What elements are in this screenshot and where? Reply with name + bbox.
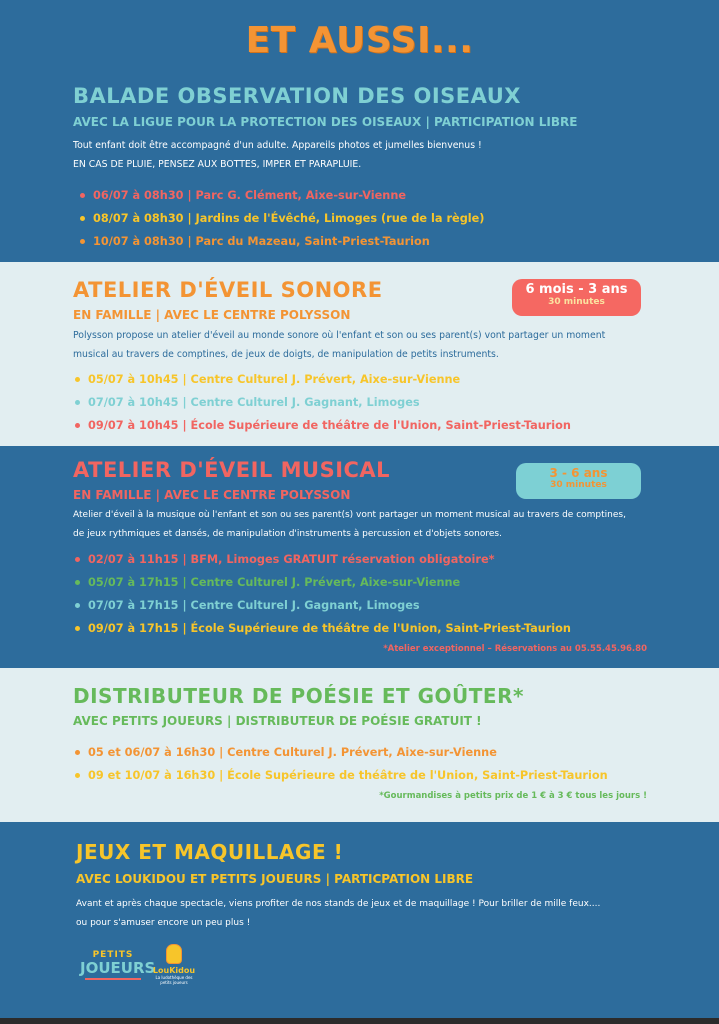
item-text: 10/07 à 08h30 | Parc du Mazeau, Saint-Priest-Taurion [93, 235, 430, 248]
bullet-icon [75, 557, 80, 562]
logo-text: JOUEURS [80, 959, 156, 977]
description-line: de jeux rythmiques et dansés, de manipulation d'instruments à percussion et d'objets sonores. [73, 529, 502, 539]
bullet-icon [80, 193, 85, 198]
description-line: Tout enfant doit être accompagné d'un adulte. Appareils photos et jumelles bienvenus ! [73, 140, 482, 151]
list-item [80, 230, 484, 253]
item-text: 09 et 10/07 à 16h30 | École Supérieure de théâtre de l'Union, Saint-Priest-Taurion [88, 769, 608, 782]
item-text: 09/07 à 17h15 | École Supérieure de théâtre de l'Union, Saint-Priest-Taurion [88, 622, 571, 635]
item-text: 07/07 à 10h45 | Centre Culturel J. Gagnant, Limoges [88, 396, 420, 409]
age-badge [516, 463, 641, 499]
section-title: DISTRIBUTEUR DE POÉSIE ET GOÛTER* [73, 684, 524, 708]
petits-joueurs-logo [80, 950, 156, 980]
description-line: EN CAS DE PLUIE, PENSEZ AUX BOTTES, IMPER ET PARAPLUIE. [73, 159, 362, 170]
bullet-icon [75, 580, 80, 585]
description-line: musical au travers de comptines, de jeux de doigts, de manipulation de petits instruments. [73, 349, 499, 360]
bullet-icon [75, 400, 80, 405]
badge-age: 6 mois - 3 ans [525, 282, 628, 297]
bullet-icon [75, 773, 80, 778]
list-item [75, 391, 571, 414]
logo-text: LouKidou [152, 966, 196, 975]
list-item [75, 548, 571, 571]
item-text: 05 et 06/07 à 16h30 | Centre Culturel J. Prévert, Aixe-sur-Vienne [88, 746, 497, 759]
section-subtitle: EN FAMILLE | AVEC LE CENTRE POLYSSON [73, 308, 351, 322]
list-item [75, 571, 571, 594]
description-line: Polysson propose un atelier d'éveil au monde sonore où l'enfant et son ou ses parent(s) vont partager un moment [73, 330, 606, 341]
list-item [75, 617, 571, 640]
section-eveil-musical [0, 446, 719, 668]
section-title: ATELIER D'ÉVEIL SONORE [73, 278, 383, 302]
bullet-icon [75, 423, 80, 428]
event-list [80, 184, 484, 253]
item-text: 02/07 à 11h15 | BFM, Limoges GRATUIT réservation obligatoire* [88, 553, 495, 566]
section-subtitle: AVEC PETITS JOUEURS | DISTRIBUTEUR DE POÉSIE GRATUIT ! [73, 714, 482, 728]
section-description [73, 506, 626, 544]
description-line: Atelier d'éveil à la musique où l'enfant et son ou ses parent(s) vont partager un moment musical au travers de comptines, [73, 510, 626, 520]
footnote: *Atelier exceptionnel – Réservations au 05.55.45.96.80 [383, 644, 647, 654]
item-text: 05/07 à 17h15 | Centre Culturel J. Prévert, Aixe-sur-Vienne [88, 576, 461, 589]
bullet-icon [80, 239, 85, 244]
section-title: JEUX ET MAQUILLAGE ! [76, 840, 344, 864]
section-subtitle: EN FAMILLE | AVEC LE CENTRE POLYSSON [73, 488, 351, 502]
bullet-icon [75, 626, 80, 631]
page-title: ET AUSSI... [245, 20, 474, 61]
description-line: ou pour s'amuser encore un peu plus ! [76, 918, 251, 928]
logo-tagline: La ludothèque des petits joueurs [155, 975, 193, 985]
footnote: *Gourmandises à petits prix de 1 € à 3 € tous les jours ! [379, 791, 647, 801]
section-description [73, 136, 482, 174]
list-item [75, 594, 571, 617]
bullet-icon [80, 216, 85, 221]
section-description [76, 895, 600, 933]
section-eveil-sonore [0, 262, 719, 446]
section-description [73, 326, 605, 364]
list-item [75, 764, 608, 787]
event-list [75, 741, 608, 787]
bullet-icon [75, 750, 80, 755]
list-item [75, 741, 608, 764]
item-text: 06/07 à 08h30 | Parc G. Clément, Aixe-sur-Vienne [93, 189, 407, 202]
section-poesie [0, 668, 719, 822]
list-item [75, 414, 571, 437]
loukidou-mascot-icon [166, 944, 182, 964]
list-item [75, 368, 571, 391]
section-jeux [0, 822, 719, 1018]
loukidou-logo [152, 944, 196, 985]
section-title: BALADE OBSERVATION DES OISEAUX [73, 84, 522, 108]
description-line: Avant et après chaque spectacle, viens profiter de nos stands de jeux et de maquillage ! Pour briller de mille feux.... [76, 899, 601, 909]
bullet-icon [75, 377, 80, 382]
event-list [75, 548, 571, 640]
section-title: ATELIER D'ÉVEIL MUSICAL [73, 458, 391, 482]
item-text: 09/07 à 10h45 | École Supérieure de théâtre de l'Union, Saint-Priest-Taurion [88, 419, 571, 432]
section-balade [0, 70, 719, 262]
badge-duration: 30 minutes [550, 480, 607, 490]
section-subtitle: AVEC LA LIGUE POUR LA PROTECTION DES OISEAUX | PARTICIPATION LIBRE [73, 115, 578, 129]
list-item [80, 207, 484, 230]
item-text: 05/07 à 10h45 | Centre Culturel J. Prévert, Aixe-sur-Vienne [88, 373, 461, 386]
bullet-icon [75, 603, 80, 608]
item-text: 08/07 à 08h30 | Jardins de l'Évêché, Limoges (rue de la règle) [93, 212, 485, 225]
logo-underline [85, 978, 141, 980]
list-item [80, 184, 484, 207]
section-subtitle: AVEC LOUKIDOU ET PETITS JOUEURS | PARTICPATION LIBRE [76, 872, 474, 886]
age-badge [512, 279, 641, 316]
badge-duration: 30 minutes [548, 297, 605, 307]
item-text: 07/07 à 17h15 | Centre Culturel J. Gagnant, Limoges [88, 599, 420, 612]
badge-age: 3 - 6 ans [549, 466, 608, 480]
logo-text: PETITS [92, 950, 134, 960]
bottom-border [0, 1018, 719, 1024]
event-list [75, 368, 571, 437]
